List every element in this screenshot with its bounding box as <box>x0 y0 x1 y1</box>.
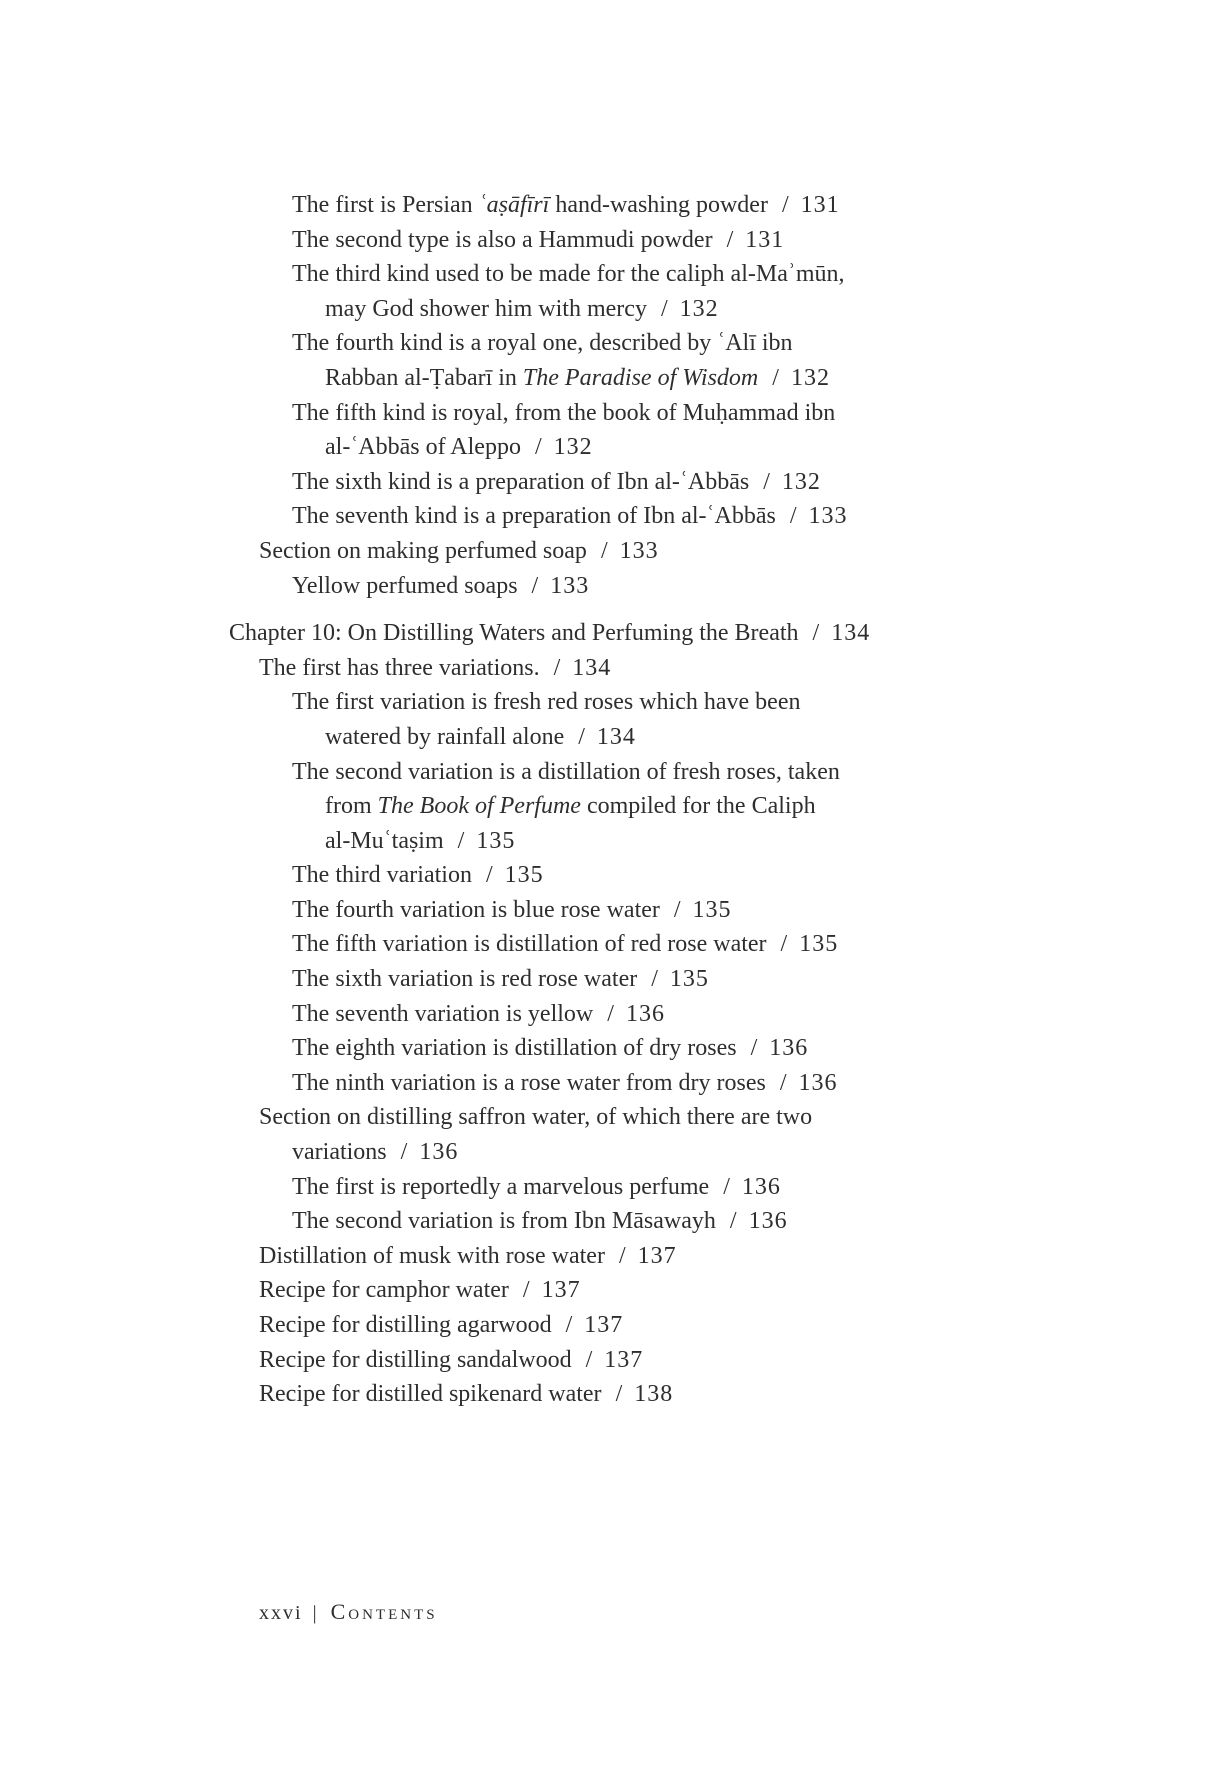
page-separator: / <box>457 827 465 854</box>
toc-entry <box>0 465 1217 500</box>
page-number: 132 <box>781 468 821 495</box>
page-separator: / <box>553 654 561 681</box>
entry-text: The seventh kind is a preparation of Ibn al-ʿAbbās <box>292 503 776 530</box>
page-separator: / <box>651 966 658 993</box>
entry-text: The ninth variation is a rose water from dry roses <box>292 1069 766 1096</box>
toc-entry <box>0 1377 1217 1412</box>
table-of-contents <box>0 188 1217 1412</box>
page-number: 138 <box>634 1381 674 1408</box>
page-separator: / <box>585 1346 593 1373</box>
page-separator: / <box>772 364 779 391</box>
page-separator: / <box>565 1312 573 1338</box>
page-separator: / <box>723 1173 730 1200</box>
page-separator: / <box>400 1139 408 1166</box>
entry-text: The first is reportedly a marvelous perfume <box>292 1173 710 1200</box>
toc-entry-continuation <box>0 361 1217 396</box>
entry-text: from <box>325 793 378 820</box>
toc-entry <box>0 893 1217 928</box>
page-separator: / <box>729 1208 737 1235</box>
page-number: 137 <box>584 1312 624 1338</box>
toc-entry <box>0 651 1217 686</box>
page-number: 136 <box>625 1000 665 1027</box>
entry-text: al-ʿAbbās of Aleppo <box>325 434 521 461</box>
toc-entry <box>0 569 1217 604</box>
page-separator: / <box>485 862 493 889</box>
toc-entry <box>0 1066 1217 1101</box>
toc-entry-continuation <box>0 1135 1217 1170</box>
page-footer <box>259 1599 438 1625</box>
page-number: 134 <box>596 723 636 750</box>
page-number: 135 <box>692 896 732 923</box>
toc-entry <box>0 326 1217 361</box>
page-number: 137 <box>541 1277 581 1304</box>
entry-text: The sixth variation is red rose water <box>292 966 638 993</box>
page-number: 134 <box>572 654 612 681</box>
toc-entry <box>0 1308 1217 1343</box>
toc-entry <box>0 1343 1217 1378</box>
page-separator: / <box>531 572 539 599</box>
entry-text: The first has three variations. <box>259 654 540 681</box>
toc-entry <box>0 188 1217 223</box>
page-separator: / <box>660 295 668 322</box>
toc-entry <box>0 499 1217 534</box>
entry-text: The second variation is a distillation of fresh roses, taken <box>292 758 840 785</box>
entry-text: hand-washing powder <box>549 192 768 218</box>
page-number: 136 <box>769 1035 809 1062</box>
entry-text: Recipe for distilling sandalwood <box>259 1346 572 1373</box>
page-number: 135 <box>476 827 516 854</box>
entry-text: The second type is also a Hammudi powder <box>292 226 713 253</box>
toc-entry <box>0 1170 1217 1205</box>
entry-text: Chapter 10: On Distilling Waters and Perfuming the Breath <box>229 620 799 647</box>
italic-title: The Paradise of Wisdom <box>522 364 759 391</box>
toc-entry-continuation <box>0 824 1217 859</box>
page-separator: / <box>522 1277 530 1304</box>
toc-entry <box>0 1204 1217 1239</box>
entry-text: Section on making perfumed soap <box>259 537 587 564</box>
page-separator: / <box>673 896 681 923</box>
page-number: 135 <box>504 862 544 889</box>
page-number: 132 <box>553 434 593 461</box>
page-separator: / <box>779 1069 787 1096</box>
entry-text: The sixth kind is a preparation of Ibn al-ʿAbbās <box>292 468 750 495</box>
folio-number: xxvi <box>259 1602 303 1624</box>
entry-text: compiled for the Caliph <box>580 793 816 820</box>
page-number: 133 <box>808 503 848 530</box>
toc-entry <box>0 755 1217 790</box>
entry-text: The third kind used to be made for the caliph al-Maʾmūn, <box>292 261 845 288</box>
page-number: 131 <box>745 226 785 253</box>
page-number: 136 <box>798 1069 838 1096</box>
toc-entry-continuation <box>0 292 1217 327</box>
toc-entry <box>0 1031 1217 1066</box>
page-number: 133 <box>550 572 590 599</box>
toc-entry <box>0 223 1217 258</box>
entry-text: Recipe for camphor water <box>259 1277 509 1304</box>
entry-text: The first is Persian <box>292 192 479 218</box>
page-separator: / <box>750 1035 758 1062</box>
page-number: 137 <box>637 1242 677 1269</box>
toc-entry <box>0 927 1217 962</box>
italic-title: The Book of Perfume <box>377 793 581 820</box>
page-number: 135 <box>799 931 839 958</box>
entry-text: The fifth kind is royal, from the book of Muḥammad ibn <box>292 399 836 426</box>
toc-entry <box>0 962 1217 997</box>
entry-text: The second variation is from Ibn Māsawayh <box>292 1208 716 1235</box>
page-separator: / <box>781 192 789 218</box>
entry-text: Yellow perfumed soaps <box>292 572 518 599</box>
page-separator: / <box>615 1381 623 1408</box>
entry-text: The fourth variation is blue rose water <box>292 896 660 923</box>
page-number: 132 <box>790 364 830 391</box>
page-number: 137 <box>604 1346 644 1373</box>
toc-entry <box>0 396 1217 431</box>
entry-text: al-Muʿtaṣim <box>325 827 444 854</box>
toc-entry <box>0 1239 1217 1274</box>
page-separator: / <box>534 434 542 461</box>
toc-entry <box>0 858 1217 893</box>
entry-text: The seventh variation is yellow <box>292 1000 594 1027</box>
toc-entry <box>0 534 1217 569</box>
toc-entry <box>0 1100 1217 1135</box>
page-separator: / <box>812 620 820 647</box>
entry-text: watered by rainfall alone <box>325 723 565 750</box>
entry-text: Recipe for distilled spikenard water <box>259 1381 602 1408</box>
page-number: 134 <box>831 620 871 647</box>
entry-text: The third variation <box>292 862 472 889</box>
page-separator: / <box>578 723 585 750</box>
toc-entry <box>0 685 1217 720</box>
page-number: 132 <box>679 295 719 322</box>
page-separator: / <box>618 1242 626 1269</box>
page-number: 131 <box>800 192 840 218</box>
italic-title: ʿaṣāfīrī <box>478 192 550 218</box>
page-number: 136 <box>748 1208 788 1235</box>
entry-text: The fifth variation is distillation of red rose water <box>292 931 767 958</box>
toc-entry-continuation <box>0 789 1217 824</box>
entry-text: Rabban al-Ṭabarī in <box>325 364 523 391</box>
toc-entry <box>0 997 1217 1032</box>
entry-text: The fourth kind is a royal one, described by ʿAlī ibn <box>292 330 793 357</box>
page-separator: / <box>763 468 770 495</box>
entry-text: The eighth variation is distillation of dry roses <box>292 1035 737 1062</box>
page-number: 133 <box>619 537 659 564</box>
entry-text: The first variation is fresh red roses which have been <box>292 689 801 716</box>
toc-entry <box>0 1273 1217 1308</box>
page-separator: / <box>607 1000 614 1027</box>
entry-text: Distillation of musk with rose water <box>259 1242 605 1269</box>
footer-divider: | <box>312 1602 319 1624</box>
page-number: 136 <box>741 1173 781 1200</box>
page-separator: / <box>789 503 797 530</box>
page-separator: / <box>600 537 608 564</box>
toc-entry-continuation <box>0 720 1217 755</box>
page-separator: / <box>780 931 788 958</box>
entry-text: may God shower him with mercy <box>325 295 647 322</box>
toc-entry-continuation <box>0 430 1217 465</box>
page-separator: / <box>726 226 734 253</box>
entry-text: Recipe for distilling agarwood <box>259 1312 552 1338</box>
page-number: 136 <box>419 1139 459 1166</box>
entry-text: variations <box>292 1139 387 1166</box>
chapter-heading <box>0 616 1217 651</box>
entry-text: Section on distilling saffron water, of which there are two <box>259 1104 813 1131</box>
toc-entry <box>0 257 1217 292</box>
page-number: 135 <box>669 966 709 993</box>
running-head: Contents <box>330 1599 438 1624</box>
